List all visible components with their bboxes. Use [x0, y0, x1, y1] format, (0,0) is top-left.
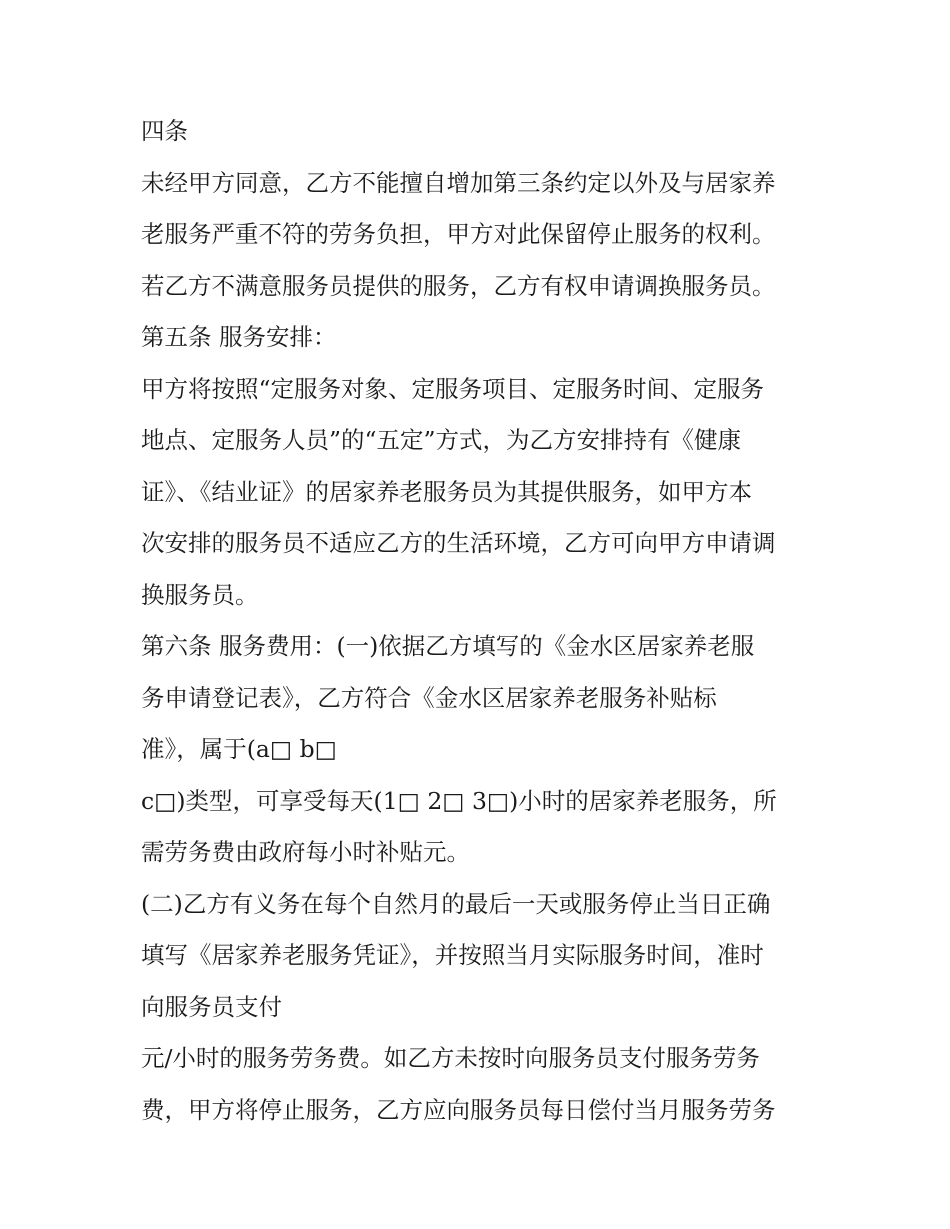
text-line: (二)乙方有义务在每个自然月的最后一天或服务停止当日正确 — [141, 889, 771, 918]
text-line: 次安排的服务员不适应乙方的生活环境，乙方可向甲方申请调 — [141, 529, 776, 557]
text-line: 若乙方不满意服务员提供的服务，乙方有权申请调换服务员。 — [141, 271, 776, 300]
text-line: 地点、定服务人员”的“五定”方式，为乙方安排持有《健康 — [141, 426, 742, 454]
text-line: 需劳务费由政府每小时补贴元。 — [141, 838, 470, 866]
text-line: 换服务员。 — [141, 580, 259, 609]
text-line: 准》，属于(a□ b□ — [141, 735, 337, 763]
section-heading: 第六条 服务费用：(一)依据乙方填写的《金水区居家养老服 — [141, 632, 755, 660]
document-body — [141, 106, 831, 1136]
text-line: 四条 — [141, 117, 188, 145]
text-line: 元/小时的服务劳务费。如乙方未按时向服务员支付服务劳务 — [141, 1044, 760, 1072]
text-line: 未经甲方同意，乙方不能擅自增加第三条约定以外及与居家养 — [141, 168, 776, 197]
text-line: 老服务严重不符的劳务负担，甲方对此保留停止服务的权利。 — [141, 220, 776, 248]
text-line: 务申请登记表》，乙方符合《金水区居家养老服务补贴标 — [141, 683, 717, 712]
text-line: 填写《居家养老服务凭证》，并按照当月实际服务时间，准时 — [141, 941, 764, 969]
text-line: 证》、《结业证》的居家养老服务员为其提供服务，如甲方本 — [141, 477, 752, 506]
text-line: 向服务员支付 — [141, 992, 282, 1021]
section-heading: 第五条 服务安排： — [141, 323, 337, 351]
text-line: c□)类型，可享受每天(1□ 2□ 3□)小时的居家养老服务，所 — [141, 786, 777, 815]
text-line: 费，甲方将停止服务，乙方应向服务员每日偿付当月服务劳务 — [141, 1095, 776, 1124]
text-line: 甲方将按照“定服务对象、定服务项目、定服务时间、定服务 — [141, 374, 765, 403]
